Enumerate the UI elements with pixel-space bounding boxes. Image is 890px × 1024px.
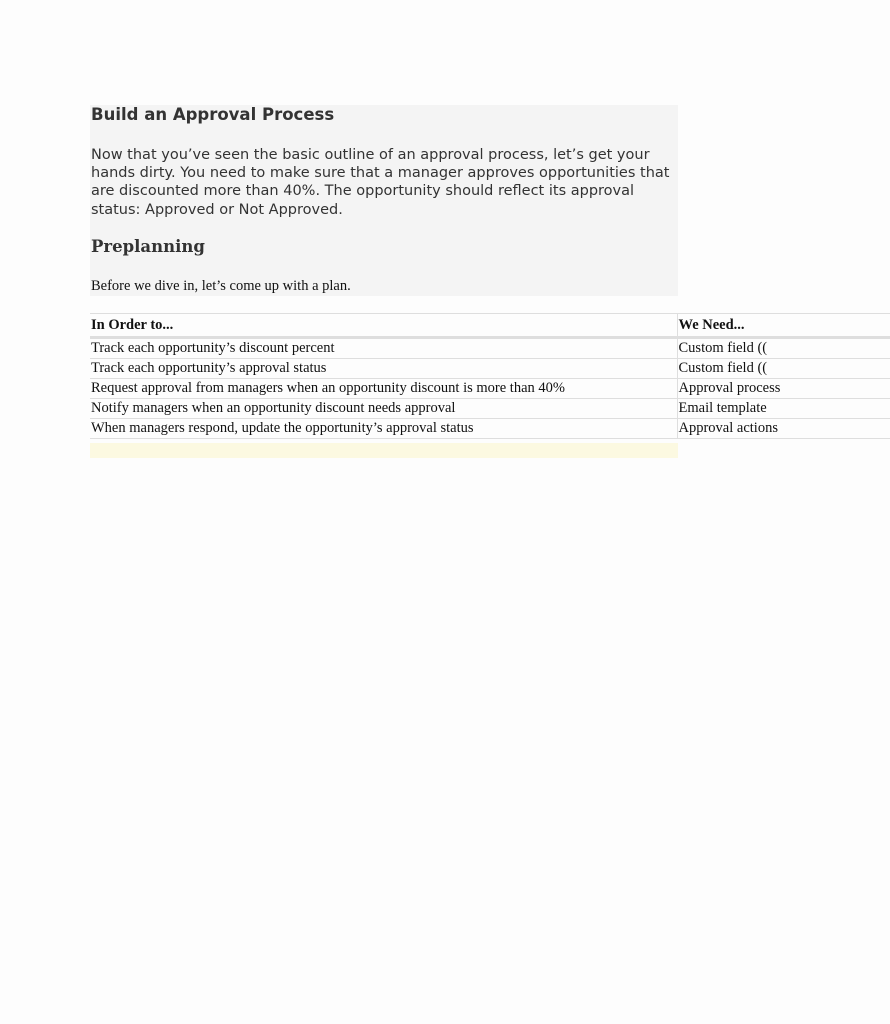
section-heading-preplanning: Preplanning [91, 237, 205, 256]
table-cell-need: Custom field (( [677, 338, 890, 359]
table-cell-goal: Notify managers when an opportunity discount needs approval [90, 399, 677, 419]
table-header-row [90, 314, 890, 338]
table-row [90, 359, 890, 379]
table-row [90, 379, 890, 399]
table-cell-goal: Request approval from managers when an opportunity discount is more than 40% [90, 379, 677, 399]
page-title: Build an Approval Process [91, 105, 335, 124]
table-row [90, 338, 890, 359]
column-header-in-order-to: In Order to... [90, 314, 677, 338]
table-cell-goal: Track each opportunity’s approval status [90, 359, 677, 379]
table-cell-need: Email template [677, 399, 890, 419]
highlight-bar [90, 443, 678, 458]
table-cell-goal: When managers respond, update the opportunity’s approval status [90, 419, 677, 439]
table-cell-goal: Track each opportunity’s discount percent [90, 338, 677, 359]
table-cell-need: Approval actions [677, 419, 890, 439]
table-cell-need: Approval process [677, 379, 890, 399]
intro-paragraph: Now that you’ve seen the basic outline of an approval process, let’s get your hands dirty. You need to make sure that a manager approves opportunities that are discounted more than 40%. The opportunity should reflect its approval status: Approved or Not Approved. [91, 147, 670, 218]
column-header-we-need: We Need... [677, 314, 890, 338]
plan-table [90, 313, 890, 439]
table-cell-need: Custom field (( [677, 359, 890, 379]
lead-paragraph: Before we dive in, let’s come up with a plan. [91, 278, 351, 294]
table-row [90, 399, 890, 419]
table-row [90, 419, 890, 439]
